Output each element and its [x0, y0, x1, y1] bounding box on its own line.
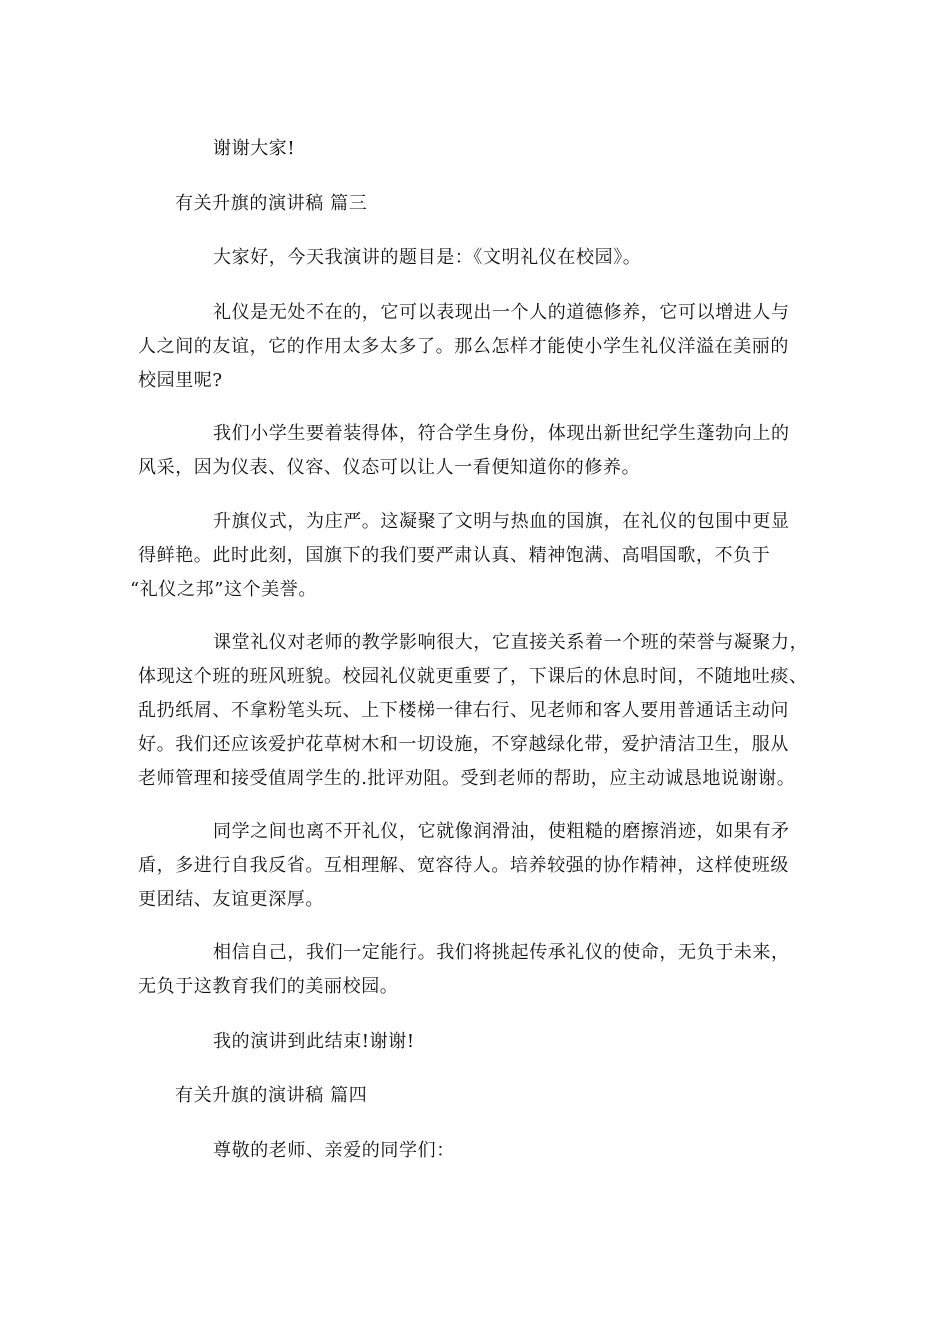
closing-line: 我的演讲到此结束!谢谢! — [213, 1031, 415, 1052]
paragraph-line: 校园里呢? — [138, 370, 223, 391]
closing-thanks: 谢谢大家! — [213, 138, 296, 159]
paragraph-line: 得鲜艳。此时此刻，国旗下的我们要严肃认真、精神饱满、高唱国歌，不负于 — [138, 545, 771, 566]
paragraph-line: 更团结、友谊更深厚。 — [138, 889, 324, 910]
paragraph-line: 好。我们还应该爱护花草树木和一切设施，不穿越绿化带，爱护清洁卫生，服从 — [138, 734, 789, 755]
paragraph-line: 盾，多进行自我反省。互相理解、宽容待人。培养较强的协作精神，这样使班级 — [138, 855, 789, 876]
paragraph-line: 同学之间也离不开礼仪，它就像润滑油，使粗糙的磨擦消迹，如果有矛 — [213, 821, 790, 842]
paragraph-line: 人之间的友谊，它的作用太多太多了。那么怎样才能使小学生礼仪洋溢在美丽的 — [138, 336, 789, 357]
paragraph-line: 无负于这教育我们的美丽校园。 — [138, 976, 399, 997]
paragraph-line: 相信自己，我们一定能行。我们将挑起传承礼仪的使命，无负于未来， — [213, 942, 790, 963]
section-heading-4: 有关升旗的演讲稿 篇四 — [175, 1085, 368, 1106]
paragraph-line: “礼仪之邦”这个美誉。 — [130, 579, 318, 600]
paragraph-line: 升旗仪式，为庄严。这凝聚了文明与热血的国旗，在礼仪的包围中更显 — [213, 511, 790, 532]
paragraph-line: 大家好，今天我演讲的题目是：《文明礼仪在校园》。 — [213, 247, 642, 268]
paragraph-line: 风采，因为仪表、仪容、仪态可以让人一看便知道你的修养。 — [138, 457, 641, 478]
paragraph-line: 体现这个班的班风班貌。校园礼仪就更重要了，下课后的休息时间，不随地吐痰、 — [138, 666, 808, 687]
section-heading-3: 有关升旗的演讲稿 篇三 — [175, 193, 368, 214]
paragraph-line: 礼仪是无处不在的，它可以表现出一个人的道德修养，它可以增进人与 — [213, 302, 790, 323]
paragraph-line: 乱扔纸屑、不拿粉笔头玩、上下楼梯一律右行、见老师和客人要用普通话主动问 — [138, 700, 789, 721]
salutation-line: 尊敬的老师、亲爱的同学们： — [213, 1140, 455, 1161]
paragraph-line: 老师管理和接受值周学生的.批评劝阻。受到老师的帮助，应主动诚恳地说谢谢。 — [138, 768, 796, 789]
paragraph-line: 课堂礼仪对老师的教学影响很大，它直接关系着一个班的荣誉与凝聚力， — [213, 632, 809, 653]
paragraph-line: 我们小学生要着装得体，符合学生身份，体现出新世纪学生蓬勃向上的 — [213, 423, 790, 444]
